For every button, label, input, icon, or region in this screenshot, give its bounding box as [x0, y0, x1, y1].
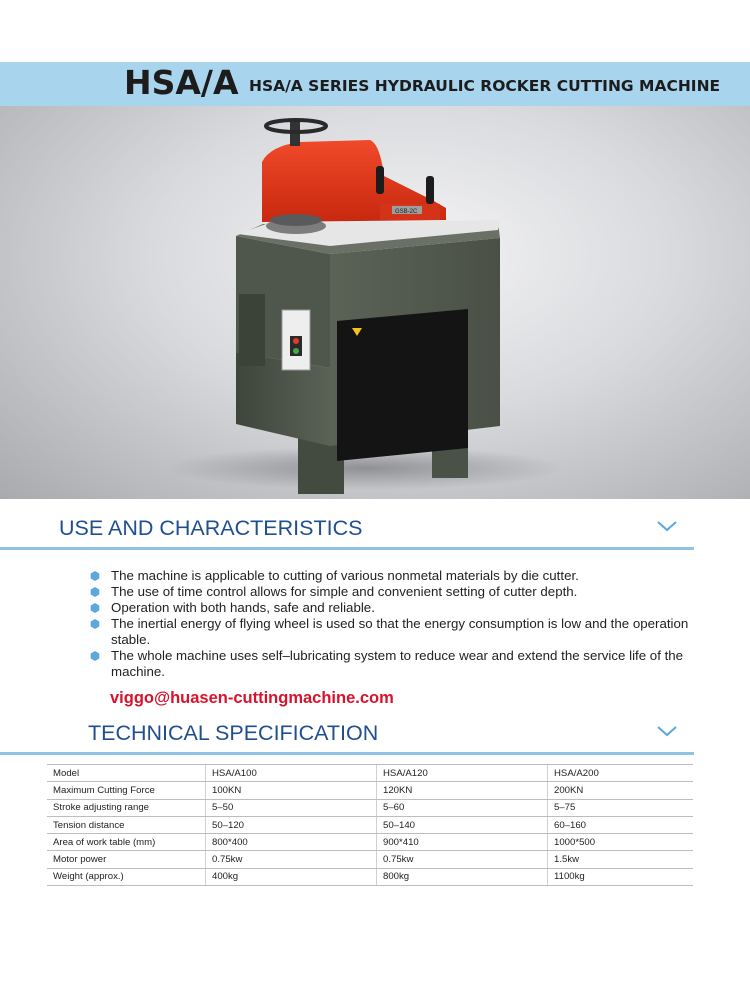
- spec-value-cell: 400kg: [206, 868, 377, 885]
- spec-value-cell: 50–120: [206, 816, 377, 833]
- technical-specification-heading: TECHNICAL SPECIFICATION: [88, 721, 379, 745]
- table-row: [47, 834, 693, 851]
- table-row: [47, 799, 693, 816]
- spec-value-cell: 5–50: [206, 799, 377, 816]
- spec-value-cell: 800*400: [206, 834, 377, 851]
- spec-value-cell: HSA/A100: [206, 765, 377, 782]
- list-item: [90, 616, 690, 648]
- table-row: [47, 816, 693, 833]
- hexagon-bullet-icon: [90, 603, 100, 613]
- list-item-text: The inertial energy of flying wheel is used so that the energy consumption is low and the operation stable.: [111, 616, 689, 647]
- list-item-text: The machine is applicable to cutting of various nonmetal materials by die cutter.: [111, 568, 579, 583]
- characteristics-list: [90, 568, 690, 680]
- section-divider: [0, 547, 694, 550]
- spec-value-cell: HSA/A120: [377, 765, 548, 782]
- spec-label-cell: Stroke adjusting range: [47, 799, 206, 816]
- spec-value-cell: 200KN: [548, 782, 694, 799]
- spec-label-cell: Model: [47, 765, 206, 782]
- spec-value-cell: 1100kg: [548, 868, 694, 885]
- spec-label-cell: Tension distance: [47, 816, 206, 833]
- use-characteristics-heading: USE AND CHARACTERISTICS: [59, 516, 363, 540]
- list-item-text: The use of time control allows for simple and convenient setting of cutter depth.: [111, 584, 578, 599]
- chevron-down-icon[interactable]: [656, 519, 678, 533]
- chevron-down-icon[interactable]: [656, 724, 678, 738]
- spec-value-cell: 1.5kw: [548, 851, 694, 868]
- banner-title: HSA/A SERIES HYDRAULIC ROCKER CUTTING MACHINE: [249, 77, 721, 95]
- list-item: [90, 600, 690, 616]
- model-label: HSA/A: [124, 63, 239, 102]
- table-row: [47, 868, 693, 885]
- nameplate-text: GSB-2C: [395, 209, 418, 215]
- section-divider: [0, 752, 694, 755]
- hexagon-bullet-icon: [90, 619, 100, 629]
- specification-table: [47, 764, 693, 886]
- hexagon-bullet-icon: [90, 587, 100, 597]
- list-item: [90, 648, 690, 680]
- spec-value-cell: 900*410: [377, 834, 548, 851]
- spec-value-cell: 5–75: [548, 799, 694, 816]
- hexagon-bullet-icon: [90, 571, 100, 581]
- spec-value-cell: 120KN: [377, 782, 548, 799]
- spec-value-cell: 0.75kw: [377, 851, 548, 868]
- contact-email[interactable]: viggo@huasen-cuttingmachine.com: [110, 689, 394, 707]
- table-row: [47, 765, 693, 782]
- hexagon-bullet-icon: [90, 651, 100, 661]
- spec-value-cell: 0.75kw: [206, 851, 377, 868]
- table-row: [47, 782, 693, 799]
- product-photo: [0, 106, 750, 499]
- spec-label-cell: Motor power: [47, 851, 206, 868]
- spec-label-cell: Weight (approx.): [47, 868, 206, 885]
- spec-value-cell: 50–140: [377, 816, 548, 833]
- spec-value-cell: 5–60: [377, 799, 548, 816]
- table-row: [47, 851, 693, 868]
- spec-value-cell: 100KN: [206, 782, 377, 799]
- spec-value-cell: 800kg: [377, 868, 548, 885]
- cutting-machine-illustration: [0, 106, 750, 499]
- spec-label-cell: Maximum Cutting Force: [47, 782, 206, 799]
- list-item-text: The whole machine uses self–lubricating system to reduce wear and extend the service life of the machine.: [111, 648, 684, 679]
- spec-value-cell: 60–160: [548, 816, 694, 833]
- spec-value-cell: 1000*500: [548, 834, 694, 851]
- list-item-text: Operation with both hands, safe and reliable.: [111, 600, 375, 615]
- list-item: [90, 584, 690, 600]
- spec-value-cell: HSA/A200: [548, 765, 694, 782]
- spec-label-cell: Area of work table (mm): [47, 834, 206, 851]
- list-item: [90, 568, 690, 584]
